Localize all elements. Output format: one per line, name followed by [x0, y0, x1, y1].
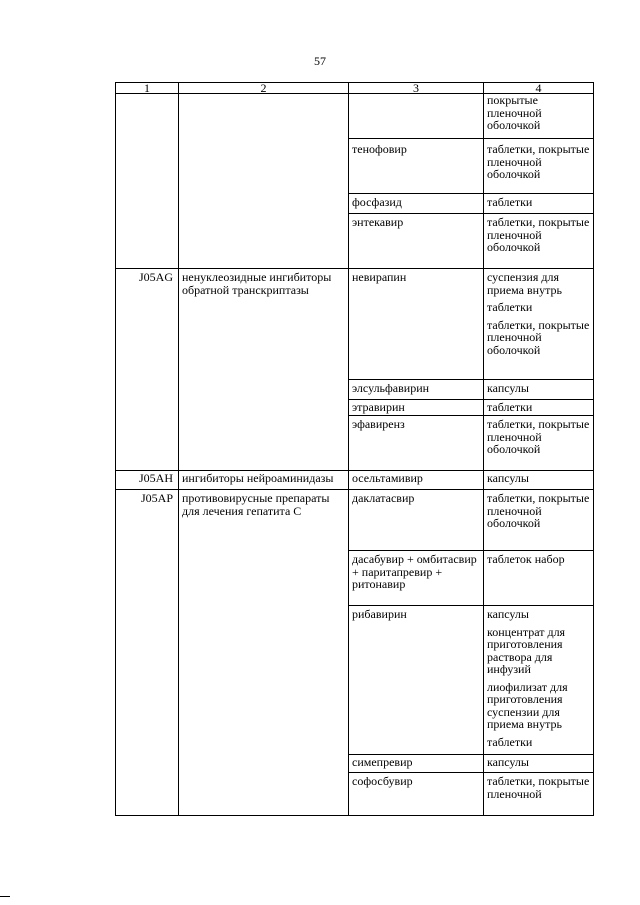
code-cell	[116, 94, 179, 269]
form-cell: таблетки	[484, 194, 594, 214]
form-item: лиофилизат для приготовления суспензии для приема внутрь	[487, 679, 568, 731]
header-row	[116, 83, 594, 94]
drug-cell: даклатасвир	[349, 490, 484, 551]
drug-cell: элсульфавирин	[349, 380, 484, 400]
drug-cell: рибавирин	[349, 606, 484, 755]
group-cell	[179, 94, 349, 269]
group-cell: ненуклеозидные ингибиторы обратной транскриптазы	[179, 269, 349, 471]
code-cell: J05AG	[116, 269, 179, 471]
page-number: 57	[314, 54, 326, 68]
form-item: таблетки	[487, 300, 533, 314]
code-cell: J05AP	[116, 490, 179, 816]
form-cell: таблетки	[484, 400, 594, 416]
drug-cell: софосбувир	[349, 773, 484, 816]
form-item: таблетки, покрытые пленочной оболочкой	[487, 317, 590, 357]
drug-cell: энтекавир	[349, 214, 484, 269]
form-cell: таблетки, покрытые пленочной	[484, 773, 594, 816]
drug-cell: невирапин	[349, 269, 484, 380]
column-header: 4	[484, 83, 594, 94]
drug-cell: тенофовир	[349, 139, 484, 194]
form-cell	[484, 606, 594, 755]
form-cell: покрытые пленочной оболочкой	[484, 94, 594, 139]
table-row	[116, 490, 594, 551]
column-header: 3	[349, 83, 484, 94]
form-cell: капсулы	[484, 755, 594, 773]
form-item: капсулы	[487, 607, 529, 621]
drug-cell: эфавиренз	[349, 416, 484, 471]
form-cell: таблетки, покрытые пленочной оболочкой	[484, 416, 594, 471]
drug-cell: осельтамивир	[349, 471, 484, 490]
drug-cell: дасабувир + омбитасвир + паритапревир + ритонавир	[349, 551, 484, 606]
code-cell: J05AH	[116, 471, 179, 490]
drug-cell: этравирин	[349, 400, 484, 416]
table-row	[116, 94, 594, 139]
drug-table	[115, 82, 594, 816]
form-cell: таблетки, покрытые пленочной оболочкой	[484, 139, 594, 194]
form-cell	[484, 269, 594, 380]
column-header: 1	[116, 83, 179, 94]
table-row	[116, 269, 594, 380]
column-header: 2	[179, 83, 349, 94]
edge-mark	[0, 896, 10, 897]
drug-cell: фосфазид	[349, 194, 484, 214]
form-cell: таблеток набор	[484, 551, 594, 606]
drug-cell	[349, 94, 484, 139]
form-item: суспензия для приема внутрь	[487, 270, 562, 297]
drug-cell: симепревир	[349, 755, 484, 773]
form-item: концентрат для приготовления раствора для инфузий	[487, 624, 566, 676]
form-cell: капсулы	[484, 471, 594, 490]
form-item: таблетки	[487, 734, 533, 749]
group-cell: противовирусные препараты для лечения гепатита С	[179, 490, 349, 816]
table-row	[116, 471, 594, 490]
group-cell: ингибиторы нейроаминидазы	[179, 471, 349, 490]
form-cell: таблетки, покрытые пленочной оболочкой	[484, 214, 594, 269]
form-cell: капсулы	[484, 380, 594, 400]
form-cell: таблетки, покрытые пленочной оболочкой	[484, 490, 594, 551]
